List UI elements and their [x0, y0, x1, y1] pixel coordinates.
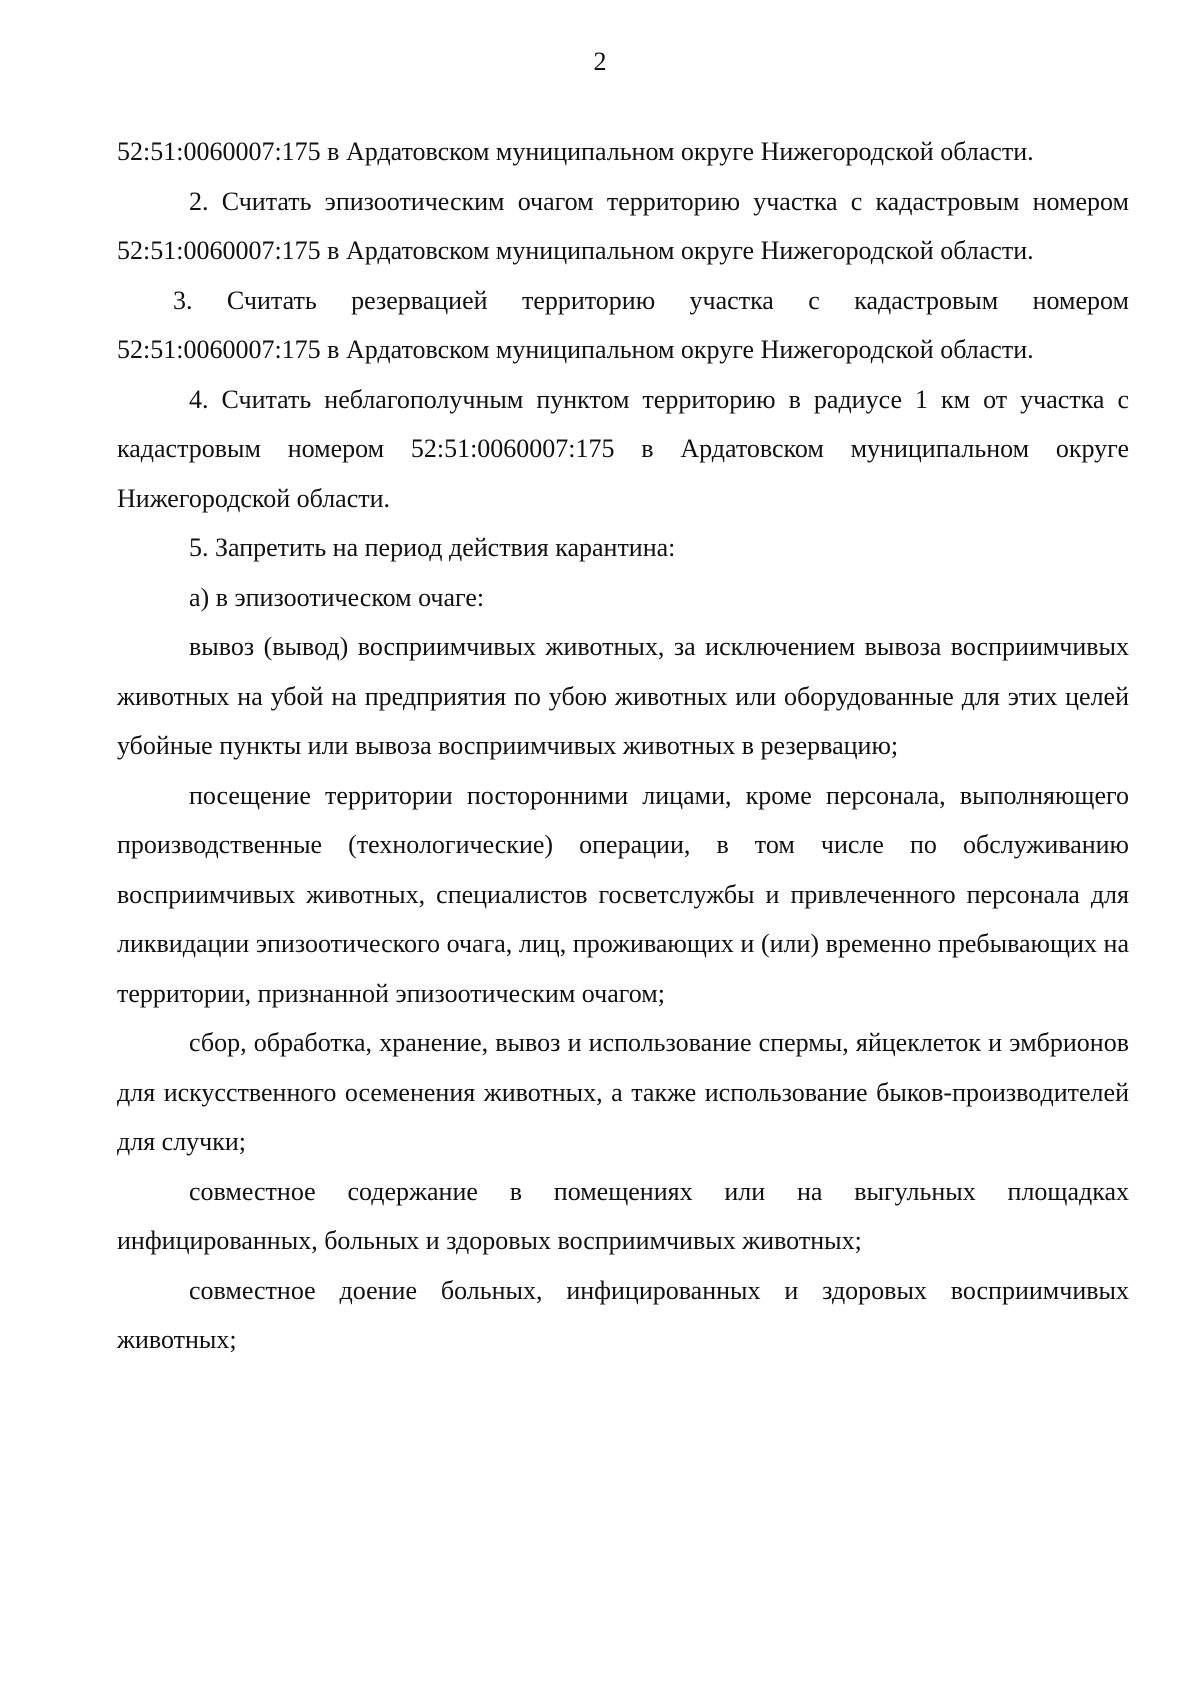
paragraph-ban-removal: вывоз (вывод) восприимчивых животных, за исключением вывоза восприимчивых животных на убой на предприятия по убою животных или оборудованные для этих целей убойные пункты или вывоза восприимчивых животных в резервацию; [117, 632, 1129, 760]
paragraph-subitem-a: а) в эпизоотическом очаге: [189, 582, 485, 612]
document-body [117, 127, 1129, 1365]
page-number: 2 [593, 47, 607, 76]
paragraph-continuation: 52:51:0060007:175 в Ардатовском муниципальном округе Нижегородской области. [117, 137, 1034, 166]
paragraph-ban-joint-keeping: совместное содержание в помещениях или на выгульных площадках инфицированных, больных и здоровых восприимчивых животных; [117, 1176, 1129, 1255]
paragraph-ban-joint-milking: совместное доение больных, инфицированных и здоровых восприимчивых животных; [117, 1275, 1129, 1354]
paragraph-ban-visits: посещение территории посторонними лицами, кроме персонала, выполняющего производственные (технологические) операции, в том числе по обслуживанию восприимчивых животных, специалистов госветслужбы и привлеченного персонала для ликвидации эпизоотического очага, лиц, проживающих и (или) временно пребывающих на территории, признанной эпизоотическим очагом; [117, 780, 1129, 1008]
paragraph-item-2: 2. Считать эпизоотическим очагом территорию участка с кадастровым номером 52:51:0060007:175 в Ардатовском муниципальном округе Нижегородской области. [117, 186, 1129, 265]
paragraph-item-5: 5. Запретить на период действия карантина: [189, 533, 676, 562]
paragraph-ban-breeding: сбор, обработка, хранение, вывоз и использование спермы, яйцеклеток и эмбрионов для искусственного осеменения животных, а также использование быков-производителей для случки; [117, 1028, 1129, 1156]
paragraph-item-4: 4. Считать неблагополучным пунктом территорию в радиусе 1 км от участка с кадастровым номером 52:51:0060007:175 в Ардатовском муниципальном округе Нижегородской области. [117, 384, 1129, 513]
paragraph-item-3: 3. Считать резервацией территорию участка с кадастровым номером 52:51:0060007:175 в Ардатовском муниципальном округе Нижегородской области. [117, 285, 1129, 364]
